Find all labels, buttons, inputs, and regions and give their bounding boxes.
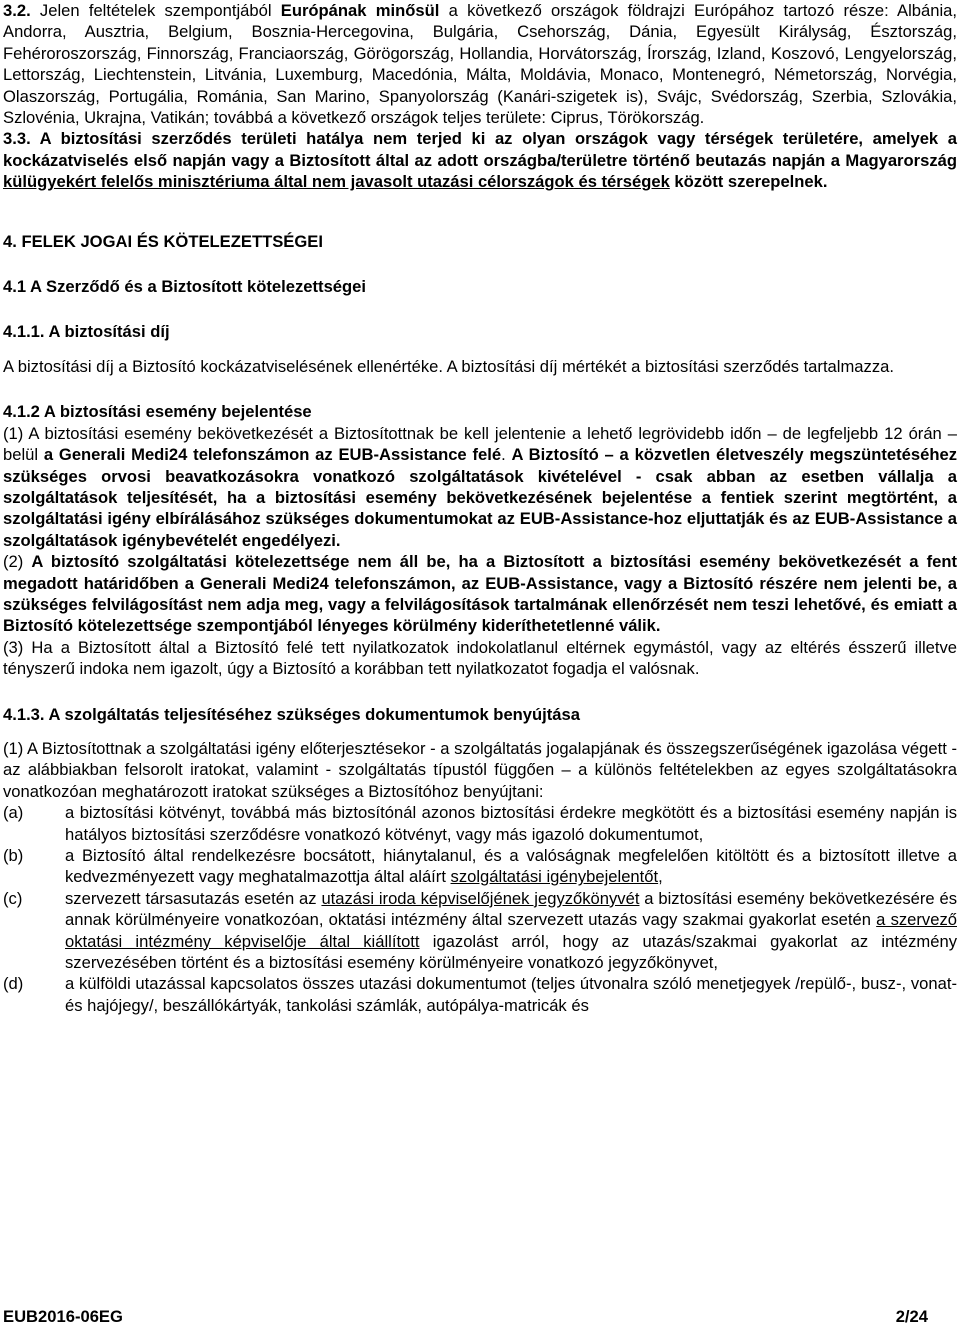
section-3-2: 3.2. Jelen feltételek szempontjából Európának minősül a következő országok földrajzi Európához tartozó része: Albánia, Andorra, Ausztria, Belgium, Bosznia-Hercegovina, Bulgária, Csehország, Dánia, Egyesült Királyság, Észtország, Fehéroroszország, Finnország, Franciaország, Görögország, Hollandia, Horvátország, Írország, Izland, Koszovó, Lengyelország, Lettország, Liechtenstein, Litvánia, Luxemburg, Macedónia, Málta, Moldávia, Monaco, Montenegró, Németország, Norvégia, Olaszország, Portugália, Románia, San Marino, Spanyolország (Kanári-szigetek is), Svájc, Svédország, Szerbia, Szlovákia, Szlovénia, Ukrajna, Vatikán; továbbá a következő országok teljes területe: Ciprus, Törökország. [3, 1, 958, 128]
section-4-1-2-para-1: (1) A biztosítási esemény bekövetkezését a Biztosítottnak be kell jelentenie a lehető legrövidebb időn – de legfeljebb 12 órán – belül a Generali Medi24 telefonszámon az EUB-Assistance felé. A Biztosító – a közvetlen életveszély megszüntetéséhez szükséges orvosi beavatkozásokra vonatkozó szolgáltatások kivételével - csak abban az esetben vállalja a szolgáltatások teljesítését, ha a biztosítási esemény bekövetkezésének bejelentése a fentiek szerint megtörtént, a szolgáltatási igény elbírálásához szükséges dokumentumokat az EUB-Assistance-hoz eljuttatják és az EUB-Assistance a szolgáltatások igénybevételét engedélyezi. [3, 423, 957, 550]
list-item: (b) a Biztosító által rendelkezésre bocsátott, hiánytalanul, és a valóságnak megfelelően kitöltött és a biztosított illetve a kedvezményezett vagy meghatalmazottja által aláírt szolgáltatási igénybejelentőt, [3, 846, 957, 887]
list-marker: (d) [3, 974, 24, 994]
section-4-1-3-heading: 4.1.3. A szolgáltatás teljesítéséhez szükséges dokumentumok benyújtása [3, 704, 580, 724]
list-item: (c) szervezett társasutazás esetén az utazási iroda képviselőjének jegyzőkönyvét a biztosítási esemény bekövetkezésére és annak körülményeire vonatkozóan, oktatási intézmény által szervezett utazás vagy szakmai gyakorlat esetén a szervező oktatási intézmény képviselője által kiállított igazolást arról, hogy az utazás/szakmai gyakorlat az intézmény szervezésében történt és a biztosítási esemény körülményeire vonatkozó jegyzőkönyvet, [3, 888, 958, 973]
list-marker: (c) [3, 888, 23, 908]
document-list [3, 802, 957, 1016]
section-4-heading: 4. FELEK JOGAI ÉS KÖTELEZETTSÉGEI [3, 231, 323, 251]
section-4-1-2-para-2: (2) A biztosító szolgáltatási kötelezettsége nem áll be, ha a Biztosított a biztosítási esemény bekövetkezését a fent megadott határidőben a Generali Medi24 telefonszámon, az EUB-Assistance, vagy a Biztosító részére nem jelenti be, a szükséges felvilágosítást nem adja meg, vagy a felvilágosítások tartalmának ellenőrzését nem teszi lehetővé, és emiatt a Biztosító kötelezettsége szempontjából lényeges körülmény kideríthetetlenné válik. [3, 552, 957, 636]
list-marker: (a) [3, 803, 24, 823]
section-4-1-heading: 4.1 A Szerződő és a Biztosított kötelezettségei [3, 277, 366, 297]
section-number: 3.2. [3, 1, 31, 20]
list-marker: (b) [3, 846, 24, 865]
section-4-1-1-text: A biztosítási díj a Biztosító kockázatviselésének ellenértéke. A biztosítási díj mértékét a biztosítási szerződés tartalmazza. [3, 356, 894, 376]
page-number: 2/24 [895, 1307, 928, 1326]
document-code: EUB2016-06EG [3, 1307, 123, 1326]
list-item: (d) a külföldi utazással kapcsolatos összes utazási dokumentumot (teljes útvonalra szóló menetjegyek /repülő-, busz-, vonat- és hajójegy/, beszállókártyák, tankolási számlák, autópálya-matricák és [3, 974, 957, 1015]
underlined-phrase: külügyekért felelős minisztériuma által nem javasolt utazási célországok és térségek [3, 172, 670, 192]
section-4-1-2-para-3: (3) Ha a Biztosított által a Biztosító felé tett nyilatkozatok indokolatlanul eltérnek egymástól, vagy az eltérés ésszerű illetve tényszerű indoka nem igazolt, úgy a Biztosító a korábban tett nyilatkozatot fogadja el valósnak. [3, 637, 957, 679]
section-4-1-1-heading: 4.1.1. A biztosítási díj [3, 322, 170, 342]
section-4-1-3-intro: (1) A Biztosítottnak a szolgáltatási igény előterjesztésekor - a szolgáltatás jogalapjának és összegszerűségének igazolása végett - az alábbiakban felsorolt iratokat, valamint - szolgáltatás típustól függően – a különös feltételekben az egyes szolgáltatásokra vonatkozóan meghatározott iratokat szükséges a Biztosítóhoz benyújtani: [3, 738, 957, 801]
section-3-3: 3.3. A biztosítási szerződés területi hatálya nem terjed ki az olyan országok vagy térségek területére, amelyek a kockázatviselés első napján vagy a Biztosított által az adott országba/területre történő beutazás napján a Magyarország külügyekért felelős minisztériuma által nem javasolt utazási célországok és térségek között szerepelnek. [3, 129, 957, 192]
page-footer [3, 1306, 928, 1327]
document-page [3, 0, 957, 1016]
list-item: (a) a biztosítási kötvényt, továbbá más biztosítónál azonos biztosítási érdekre megkötött és a biztosítási esemény napján is hatályos biztosítási szerződésre vonatkozó kötvényt, vagy más igazoló dokumentumot, [3, 803, 957, 844]
section-4-1-2-heading: 4.1.2 A biztosítási esemény bejelentése [3, 402, 312, 422]
